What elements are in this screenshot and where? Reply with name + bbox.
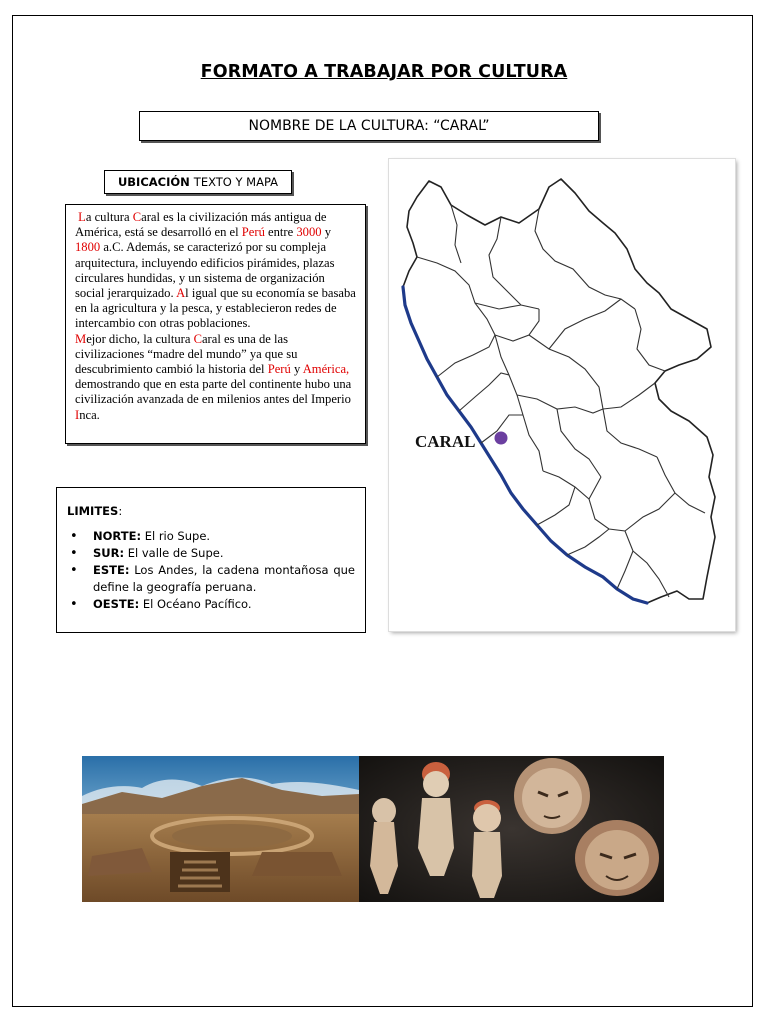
limite-este: • ESTE: Los Andes, la cadena montañosa que define la geografía peruana. xyxy=(67,562,355,596)
caral-ruins-photo xyxy=(82,756,359,902)
caral-map-label: CARAL xyxy=(415,432,476,451)
photo-strip xyxy=(82,756,664,902)
limite-sur: • SUR: El valle de Supe. xyxy=(67,545,355,562)
description-text-box xyxy=(65,204,366,444)
caral-figurines-photo xyxy=(359,756,664,902)
ubicacion-heading-box xyxy=(104,170,292,194)
page-title: FORMATO A TRABAJAR POR CULTURA xyxy=(200,62,568,82)
ubicacion-bold-label: UBICACIÓN xyxy=(117,175,190,189)
caral-location-marker xyxy=(495,432,508,445)
limites-box xyxy=(56,487,366,633)
peru-outline xyxy=(403,179,715,603)
caral-photos xyxy=(82,756,664,902)
peru-map-drawing xyxy=(389,159,735,631)
description-paragraph-2: Mejor dicho, la cultura Caral es una de las civilizaciones “madre del mundo” ya que su descubrimiento cambió la historia del Perú y América, demostrando que en esta parte del continente hubo una civilización avanzada de en milenios antes del Imperio Inca. xyxy=(75,331,352,422)
culture-name: NOMBRE DE LA CULTURA: “CARAL” xyxy=(248,118,490,134)
description-paragraph-1: La cultura Caral es la civilización más antigua de América, está se desarrolló en el Perú entre 3000 y 1800 a.C. Además, se caracterizó por su compleja arquitectura, incluyendo edificios pirámides, plazas circulares hundidas, y un sistema de organización social jerarquizado. Al igual que su economía se basaba en la agricultura y la pesca, y establecieron redes de intercambio con otras poblaciones. xyxy=(75,210,356,331)
limite-oeste: • OESTE: El Océano Pacífico. xyxy=(67,596,355,613)
ubicacion-rest-label: TEXTO Y MAPA xyxy=(193,175,279,189)
culture-name-box xyxy=(139,111,599,141)
limite-norte: • NORTE: El rio Supe. xyxy=(67,528,355,545)
limites-list xyxy=(67,528,355,613)
peru-map xyxy=(389,159,735,631)
limites-title: LIMITES: xyxy=(67,504,123,518)
